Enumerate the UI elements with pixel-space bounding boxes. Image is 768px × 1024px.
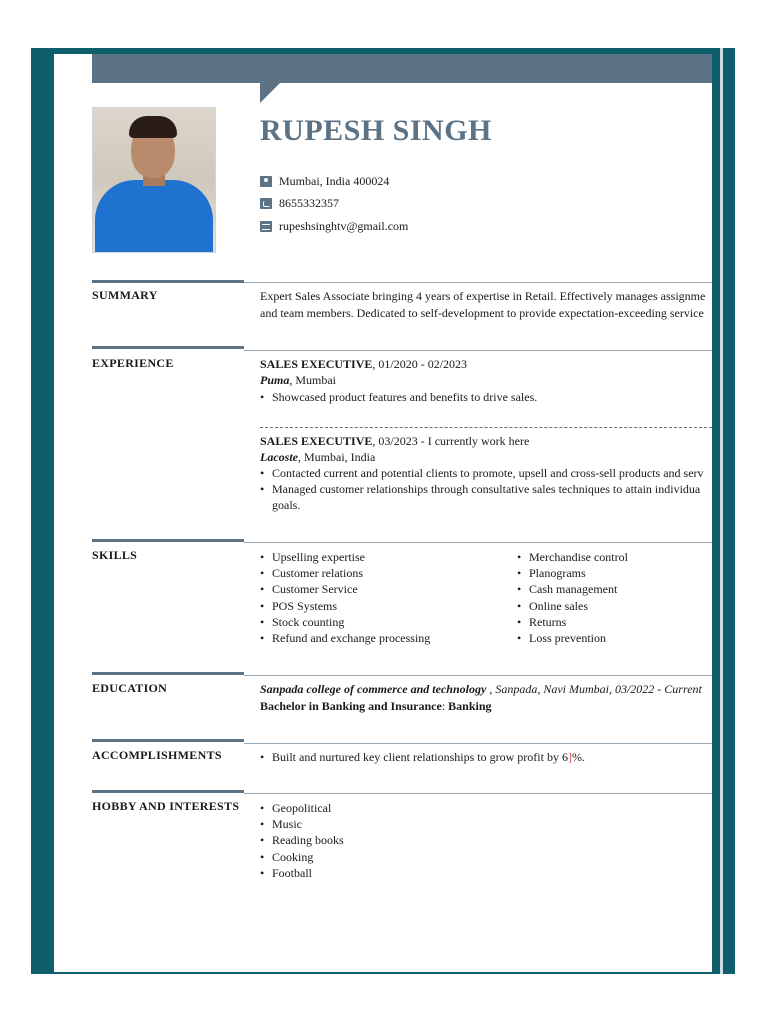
skills-rule xyxy=(244,542,712,543)
education-bar xyxy=(92,672,244,675)
contact-phone xyxy=(260,196,339,211)
location-icon xyxy=(260,176,272,187)
accomplishment-text: Built and nurtured key client relationships to grow profit by 6 xyxy=(272,750,568,764)
education-rule xyxy=(244,675,712,676)
profile-photo xyxy=(92,107,216,253)
skill-item: • Planograms xyxy=(517,565,628,581)
resume-page xyxy=(54,54,712,972)
education-degree: Bachelor in Banking and Insurance xyxy=(260,699,442,713)
experience-title: EXPERIENCE xyxy=(92,356,174,370)
job-1-employer: Puma xyxy=(260,373,290,387)
job-2-location: , Mumbai, India xyxy=(298,450,376,464)
job-1-employer-line xyxy=(260,372,336,389)
job-2-title: SALES EXECUTIVE xyxy=(260,434,373,448)
education-school-line xyxy=(260,681,702,698)
skill-item: • Merchandise control xyxy=(517,549,628,565)
job-1-heading xyxy=(260,356,467,373)
experience-rule xyxy=(244,350,712,351)
experience-bar xyxy=(92,346,244,349)
accomplishments-rule xyxy=(244,743,712,744)
education-school: Sanpada college of commerce and technology xyxy=(260,682,487,696)
job-1-bullet: • Showcased product features and benefits to drive sales. xyxy=(260,389,537,405)
job-2-bullets xyxy=(260,465,704,514)
skills-title: SKILLS xyxy=(92,548,138,562)
frame-stripe xyxy=(720,48,723,974)
job-2-bullet: • Contacted current and potential clients to promote, upsell and cross-sell products and serv xyxy=(260,465,704,481)
summary-line-2: and team members. Dedicated to self-development to provide expectation-exceeding service xyxy=(260,306,704,320)
job-divider xyxy=(260,427,712,428)
banner-notch xyxy=(260,83,280,103)
accomplishments-bar xyxy=(92,739,244,742)
job-1-dates: , 01/2020 - 02/2023 xyxy=(372,357,468,371)
summary-rule xyxy=(244,282,712,283)
skill-item: • Refund and exchange processing xyxy=(260,630,430,646)
candidate-name: RUPESH SINGH xyxy=(260,114,492,147)
hobby-item: • Football xyxy=(260,865,344,881)
education-degree-line xyxy=(260,698,492,715)
contact-location-text: Mumbai, India 400024 xyxy=(279,174,390,188)
contact-email-text: rupeshsinghtv@gmail.com xyxy=(279,219,409,233)
accomplishment-suffix: %. xyxy=(571,750,585,764)
hobbies-title: HOBBY AND INTERESTS xyxy=(92,799,240,813)
summary-line-1: Expert Sales Associate bringing 4 years of expertise in Retail. Effectively manages assignme xyxy=(260,289,706,303)
skill-item: • Stock counting xyxy=(260,614,430,630)
job-1-title: SALES EXECUTIVE xyxy=(260,357,373,371)
hobby-item: • Reading books xyxy=(260,832,344,848)
contact-phone-text: 8655332357 xyxy=(279,196,339,210)
job-2-bullet: • Managed customer relationships through consultative sales techniques to attain individua xyxy=(260,481,704,497)
skills-bar xyxy=(92,539,244,542)
education-field: Banking xyxy=(448,699,492,713)
skill-item: • Online sales xyxy=(517,598,628,614)
job-2-bullet-continuation: goals. xyxy=(272,498,301,513)
header-banner xyxy=(92,54,712,83)
skill-item: • Returns xyxy=(517,614,628,630)
skill-item: • Loss prevention xyxy=(517,630,628,646)
job-1-location: , Mumbai xyxy=(289,373,337,387)
skill-item: • Customer Service xyxy=(260,581,430,597)
skills-right-list xyxy=(517,549,628,646)
hobbies-list xyxy=(260,800,344,881)
summary-title: SUMMARY xyxy=(92,288,158,302)
hobbies-bar xyxy=(92,790,244,793)
skill-item: • Upselling expertise xyxy=(260,549,430,565)
job-2-heading xyxy=(260,433,529,450)
mail-icon xyxy=(260,221,272,232)
summary-bar xyxy=(92,280,244,283)
accomplishment-highlight: ] xyxy=(567,750,572,764)
skills-left-list xyxy=(260,549,430,646)
accomplishments-title: ACCOMPLISHMENTS xyxy=(92,748,222,762)
education-title: EDUCATION xyxy=(92,681,168,695)
hobby-item: • Cooking xyxy=(260,849,344,865)
skill-item: • Customer relations xyxy=(260,565,430,581)
hobby-item: • Geopolitical xyxy=(260,800,344,816)
job-2-employer: Lacoste xyxy=(260,450,298,464)
job-2-dates: , 03/2023 - I currently work here xyxy=(372,434,530,448)
phone-icon xyxy=(260,198,272,209)
education-degree-sep: : xyxy=(441,699,449,713)
contact-email xyxy=(260,219,408,234)
education-school-rest: , Sanpada, Navi Mumbai, 03/2022 - Current xyxy=(486,682,702,696)
job-1-bullets xyxy=(260,389,537,405)
frame-edge xyxy=(726,48,735,974)
skill-item: • POS Systems xyxy=(260,598,430,614)
contact-location xyxy=(260,174,389,189)
hobby-item: • Music xyxy=(260,816,344,832)
skill-item: • Cash management xyxy=(517,581,628,597)
accomplishments-list xyxy=(260,749,585,765)
job-2-employer-line xyxy=(260,449,375,466)
hobbies-rule xyxy=(244,793,712,794)
accomplishment-item xyxy=(260,749,585,765)
